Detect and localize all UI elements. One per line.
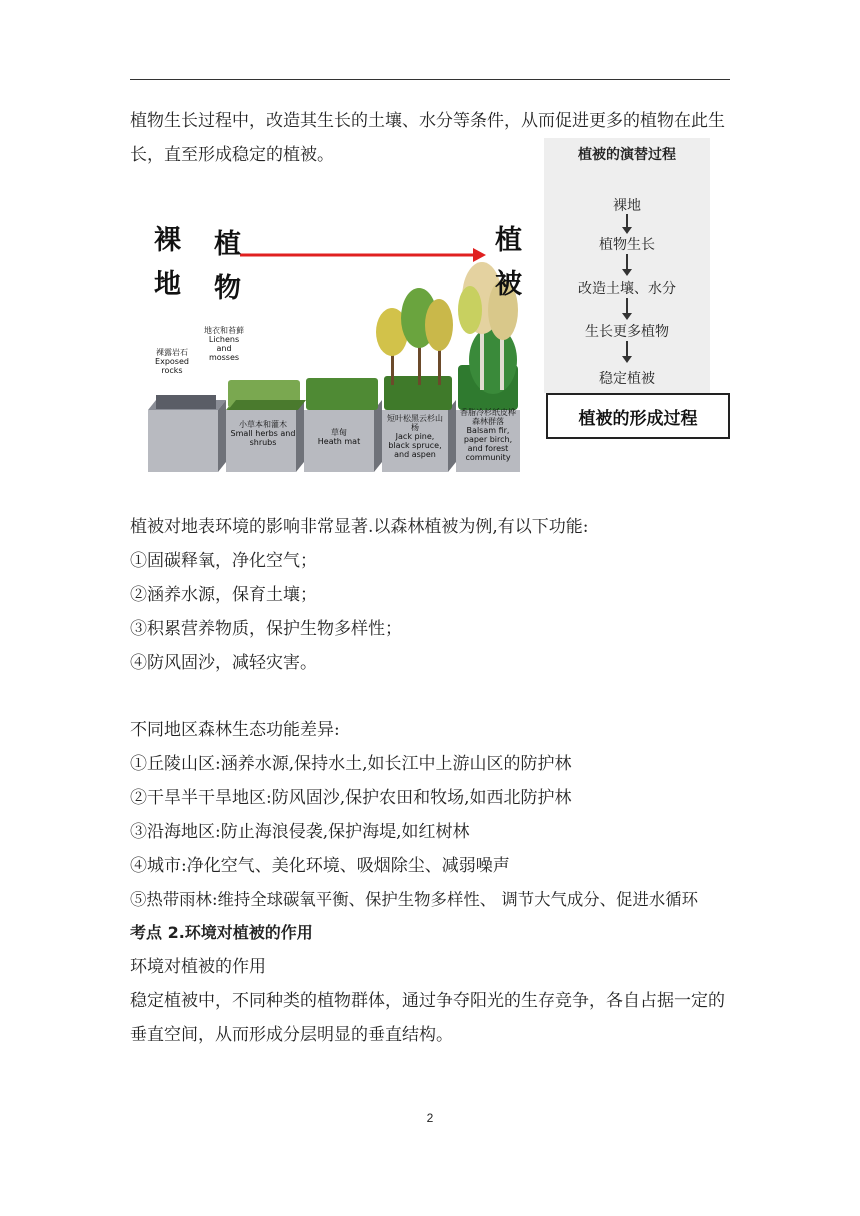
- regions-heading: 不同地区森林生态功能差异:: [130, 720, 340, 740]
- succession-arrow-head: [473, 248, 486, 262]
- region-item-2: ②干旱半干旱地区:防风固沙,保护农田和牧场,如西北防护林: [130, 788, 572, 808]
- flow-arrow-2: [626, 254, 628, 270]
- intro-line-2: 长，直至形成稳定的植被。: [130, 145, 334, 165]
- flow-arrow-1: [626, 214, 628, 228]
- flow-step-2: 植物生长: [599, 237, 655, 253]
- function-item-2: ②涵养水源，保育土壤；: [130, 585, 317, 605]
- stage-label-mosses: 地衣和苔藓 Lichens and mosses: [204, 326, 244, 362]
- function-item-4: ④防风固沙，减轻灾害。: [130, 653, 317, 673]
- succession-diagram: [148, 200, 520, 472]
- block-heath: [304, 378, 382, 472]
- stage-label-herbs: 小草本和灌木 Small herbs and shrubs: [230, 420, 296, 447]
- stage-label-heath: 草甸 Heath mat: [317, 428, 361, 446]
- flow-arrow-4: [626, 341, 628, 357]
- stage-label-pine: 短叶松黑云杉山杨 Jack pine, black spruce, and aspen: [387, 414, 443, 459]
- label-plant-1: 植: [214, 229, 241, 260]
- flow-arrow-3: [626, 298, 628, 314]
- flow-step-3: 改造土壤、水分: [578, 281, 676, 297]
- functions-heading: 植被对地表环境的影响非常显著.以森林植被为例,有以下功能:: [130, 517, 589, 537]
- block-rocks: [148, 395, 226, 472]
- flow-caption: 植被的形成过程: [546, 393, 730, 439]
- function-item-3: ③积累营养物质，保护生物多样性；: [130, 619, 402, 639]
- stage-label-forest: 香脂冷杉纸皮桦森林群落 Balsam fir, paper birch, and forest community: [460, 408, 516, 462]
- flow-step-4: 生长更多植物: [585, 324, 669, 340]
- section-subtitle: 环境对植被的作用: [130, 957, 266, 977]
- section-title: 考点 2.环境对植被的作用: [130, 923, 313, 942]
- label-bare-1: 裸: [154, 225, 181, 256]
- label-plant-2: 物: [214, 273, 241, 304]
- function-item-1: ①固碳释氧，净化空气；: [130, 551, 317, 571]
- block-herbs: [228, 400, 306, 410]
- region-item-5: ⑤热带雨林:维持全球碳氧平衡、保护生物多样性、 调节大气成分、促进水循环: [130, 890, 699, 909]
- succession-flow: [544, 138, 710, 393]
- label-veg-1: 植: [495, 225, 522, 256]
- intro-line-1: 植物生长过程中，改造其生长的土壤、水分等条件，从而促进更多的植物在此生: [130, 111, 725, 131]
- label-bare-2: 地: [154, 269, 181, 300]
- flow-step-5: 稳定植被: [599, 371, 655, 387]
- region-item-3: ③沿海地区:防止海浪侵袭,保护海堤,如红树林: [130, 822, 470, 842]
- page-number: 2: [426, 1111, 434, 1125]
- label-veg-2: 被: [495, 269, 522, 300]
- stage-label-rocks: 裸露岩石 Exposed rocks: [155, 348, 189, 375]
- region-item-1: ①丘陵山区:涵养水源,保持水土,如长江中上游山区的防护林: [130, 754, 572, 774]
- section-body-2: 垂直空间，从而形成分层明显的垂直结构。: [130, 1025, 453, 1045]
- region-item-4: ④城市:净化空气、美化环境、吸烟除尘、减弱噪声: [130, 856, 510, 876]
- section-body-1: 稳定植被中，不同种类的植物群体，通过争夺阳光的生存竞争，各自占据一定的: [130, 991, 725, 1011]
- flow-title: 植被的演替过程: [578, 147, 676, 163]
- header-rule: [130, 79, 730, 80]
- flow-step-1: 裸地: [613, 198, 641, 214]
